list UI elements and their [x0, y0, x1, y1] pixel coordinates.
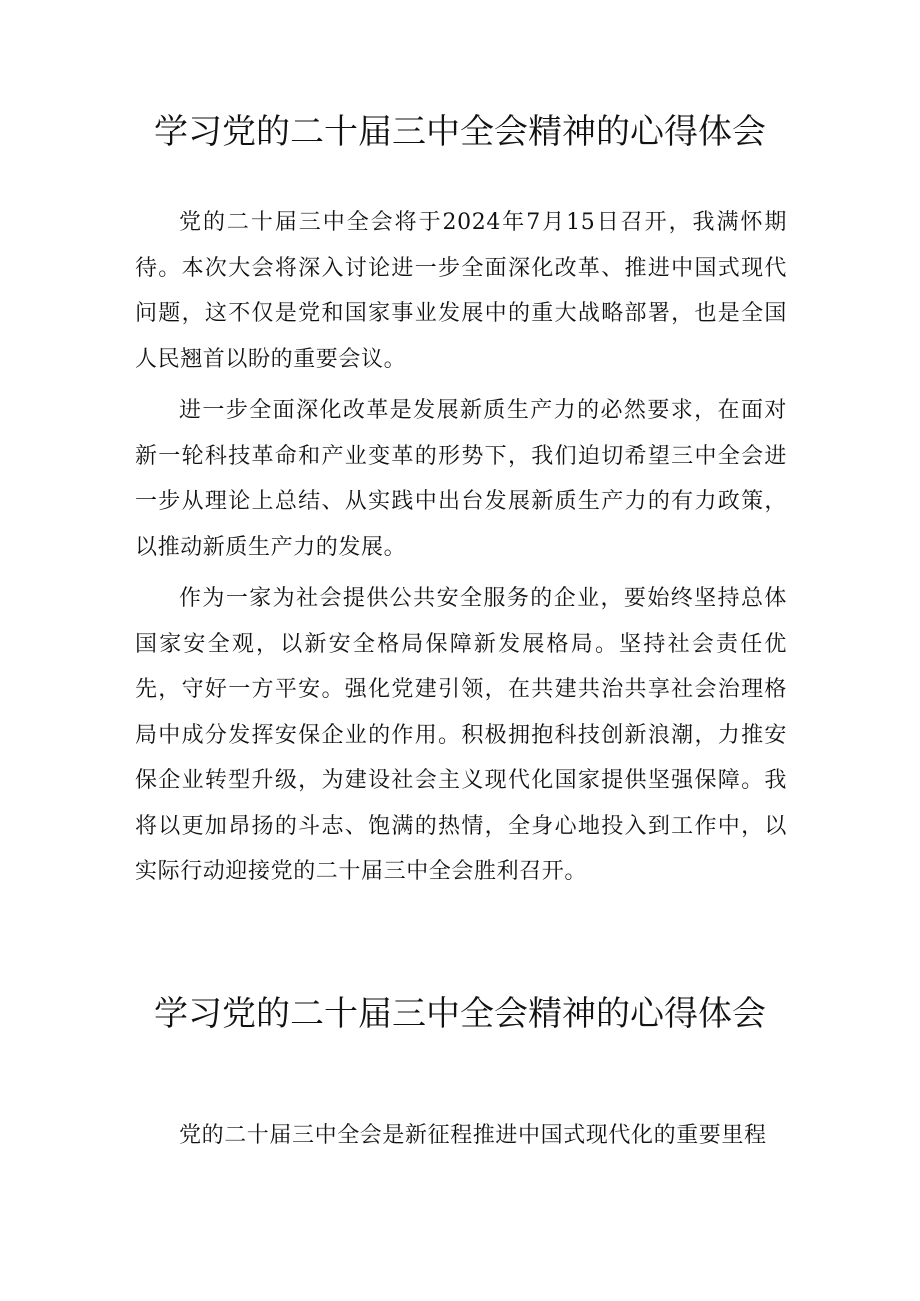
essay-body — [135, 1113, 787, 1165]
essay-title: 学习党的二十届三中全会精神的心得体会 — [154, 994, 766, 1034]
essay-title: 学习党的二十届三中全会精神的心得体会 — [154, 112, 766, 152]
paragraph: 作为一家为社会提供公共安全服务的企业，要始终坚持总体国家安全观，以新安全格局保障新发展格局。坚持社会责任优先，守好一方平安。强化党建引领，在共建共治共享社会治理格局中成分发挥安保企业的作用。积极拥抱科技创新浪潮，力推安保企业转型升级，为建设社会主义现代化国家提供坚强保障。我将以更加昂扬的斗志、饱满的热情，全身心地投入到工作中，以实际行动迎接党的二十届三中全会胜利召开。 — [135, 586, 787, 884]
paragraph: 进一步全面深化改革是发展新质生产力的必然要求，在面对新一轮科技革命和产业变革的形势下，我们迫切希望三中全会进一步从理论上总结、从实践中出台发展新质生产力的有力政策，以推动新质生产力的发展。 — [135, 398, 787, 560]
paragraph: 党的二十届三中全会是新征程推进中国式现代化的重要里程 — [179, 1123, 767, 1148]
essay-body — [135, 200, 787, 901]
paragraph: 党的二十届三中全会将于2024年7月15日召开，我满怀期待。本次大会将深入讨论进一步全面深化改革、推进中国式现代问题，这不仅是党和国家事业发展中的重大战略部署，也是全国人民翘首以盼的重要会议。 — [135, 210, 787, 372]
